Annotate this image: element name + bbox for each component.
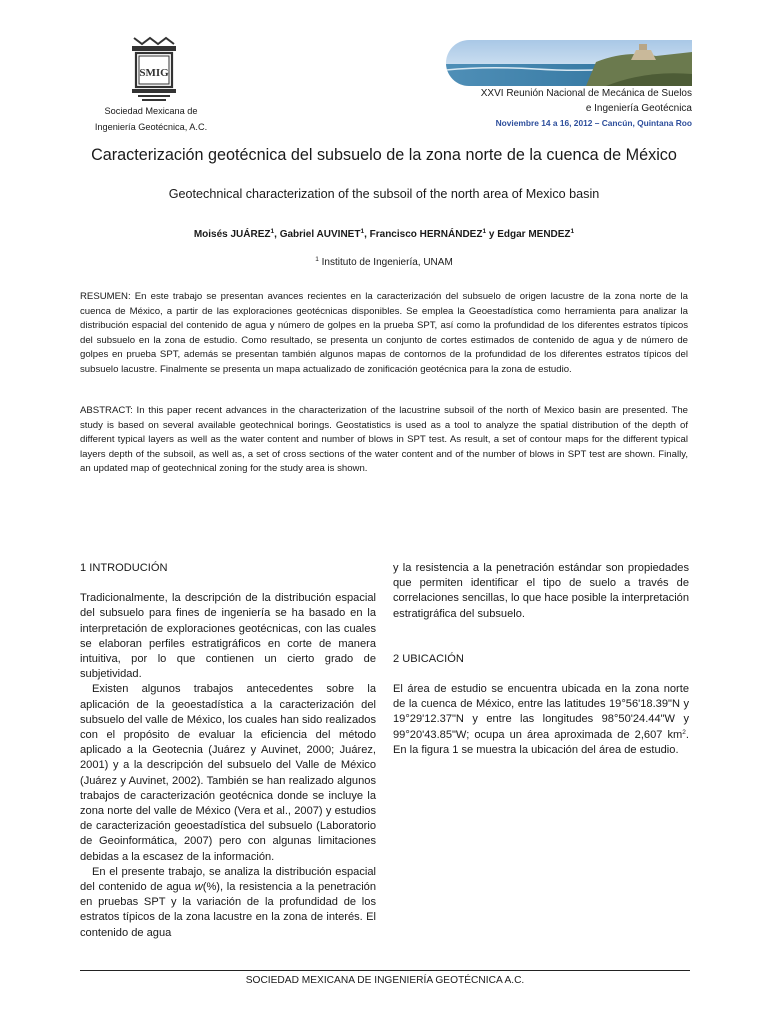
society-name-line1: Sociedad Mexicana de <box>104 106 198 116</box>
section-heading-ubicacion: 2 UBICACIÓN <box>393 652 464 665</box>
section-heading-introduccion: 1 INTRODUCIÓN <box>80 562 168 574</box>
right-column <box>393 561 689 758</box>
paper-title-english: Geotechnical characterization of the subsoil of the north area of Mexico basin <box>168 187 600 201</box>
conference-line2: e Ingeniería Geotécnica <box>585 103 692 114</box>
location-paragraph <box>393 682 689 758</box>
author-separator: , <box>364 229 370 240</box>
affiliation-mark: 1 <box>315 256 319 263</box>
author-separator: y <box>486 229 498 240</box>
intro-paragraph-3 <box>80 865 376 941</box>
logo-text: SMIG <box>139 67 169 79</box>
page-footer: SOCIEDAD MEXICANA DE INGENIERÍA GEOTÉCNICA A.C. <box>245 975 525 986</box>
left-column <box>80 561 376 941</box>
intro-paragraph-1: Tradicionalmente, la descripción de la distribución espacial del subsuelo para fines de ingeniería se ha basado en la interpretación de exploraciones geotécnicas, con las cuales se elaboran perfiles estratigráficos en corte de manera intuitiva, por lo que contienen un cierto grado de subjetividad. <box>80 592 376 681</box>
society-name <box>86 103 216 135</box>
author-separator: , <box>274 229 280 240</box>
footer-rule <box>80 970 690 971</box>
author-name: Francisco HERNÁNDEZ <box>369 229 483 240</box>
affiliation <box>60 257 708 268</box>
paper-title: Caracterización geotécnica del subsuelo de la zona norte de la cuenca de México <box>91 146 677 164</box>
author-list <box>60 229 708 240</box>
abstract-paragraph: ABSTRACT: In this paper recent advances in the characterization of the lacustrine subsoil of the north of Mexico basin are presented. The study is based on several available geotechnical borings. Geostatistics is used as a tool to analyze the spatial distribution of the depth of different typical layers as well as the water content and number of blows in SPT test. As result, a set of contour maps for the different typical layers depth of the subsoil, as well as, a set of cross sections of the water content and of the number of blows in SPT test are shown. Finally, an updated map of geotechnical zoning for the study area is shown. <box>80 405 688 474</box>
intro-paragraph-2: Existen algunos trabajos antecedentes sobre la aplicación de la geoestadística a la caracterización del subsuelo del valle de México, los cuales han sido realizados con el propósito de evaluar la eficiencia del método aplicado a la Geotecnia (Juárez y Auvinet, 2000; Juárez, 2001) y a la descripción del subsuelo del Valle de México (Juárez y Auvinet, 2002). También se han realizado algunos trabajos de caracterización geotécnica donde se incluye la zona norte del valle de México (Vera et al., 2007) y estudios de caracterización geoestadística del subsuelo (Laboratorio de Geoinformática, 2007) pero con algunas limitaciones debidas a la escasez de la información. <box>80 683 377 863</box>
intro-p3-text-b: (%), la resistencia a la penetración en pruebas SPT y la variación de la profundidad de los estratos típicos de la zona lacustre en la zona de interés. El contenido de agua <box>80 881 377 939</box>
intro-p3-text-a: En el presente trabajo, se analiza la distribución espacial del contenido de agua <box>80 865 376 894</box>
location-text-a: El área de estudio se encuentra ubicada en la zona norte de la cuenca de México, entre las latitudes 19°56'18.39"N y 19°29'12.37"N y entre las longitudes 98°50'24.44"W y 99°20'43.85"W; ocupa un área aproximada de 2,607 km <box>393 683 689 741</box>
smig-logo <box>128 34 180 104</box>
author-name: Gabriel AUVINET <box>279 229 361 240</box>
location-text-b: . En la figura 1 se muestra la ubicación del área de estudio. <box>393 728 689 756</box>
author-name: Edgar MENDEZ <box>497 229 571 240</box>
area-unit-exponent: 2 <box>682 728 686 736</box>
society-name-line2: Ingeniería Geotécnica, A.C. <box>94 122 208 132</box>
affiliation-text: Instituto de Ingeniería, UNAM <box>318 257 453 268</box>
author-name: Moisés JUÁREZ <box>193 229 271 240</box>
intro-continuation: y la resistencia a la penetración estándar son propiedades que permiten identificar el tipo de suelo a través de correlaciones sencillas, lo que hace posible la interpretación estratigráfica del subsuelo. <box>393 562 689 620</box>
author-affiliation-mark: 1 <box>270 228 275 235</box>
cancun-banner-image <box>446 40 692 86</box>
conference-info <box>430 86 692 131</box>
author-affiliation-mark: 1 <box>482 228 487 235</box>
author-affiliation-mark: 1 <box>570 228 575 235</box>
resumen-paragraph: RESUMEN: En este trabajo se presentan avances recientes en la caracterización del subsuelo de origen lacustre de la zona norte de la cuenca de México, a partir de las exploraciones geotécnicas disponibles. Se emplea la Geoestadística como herramienta para analizar la distribución espacial del contenido de agua y número de golpes en la prueba SPT, así como la profundidad de los diferentes estratos típicos del subsuelo en la zona de estudio. Como resultado, se presenta un conjunto de cortes estimados de contenido de agua y de número de golpes en prueba SPT, además se presentan también algunos mapas de contornos de la profundidad de los diferentes estratos típicos del subsuelo lacustre. Finalmente se presenta un mapa actualizado de zonificación geotécnica para la zona de estudio. <box>80 291 688 375</box>
conference-date: Noviembre 14 a 16, 2012 – Cancún, Quintana Roo <box>495 118 692 128</box>
author-affiliation-mark: 1 <box>360 228 365 235</box>
conference-line1: XXVI Reunión Nacional de Mecánica de Suelos <box>480 88 692 99</box>
water-content-variable: w <box>194 881 203 894</box>
